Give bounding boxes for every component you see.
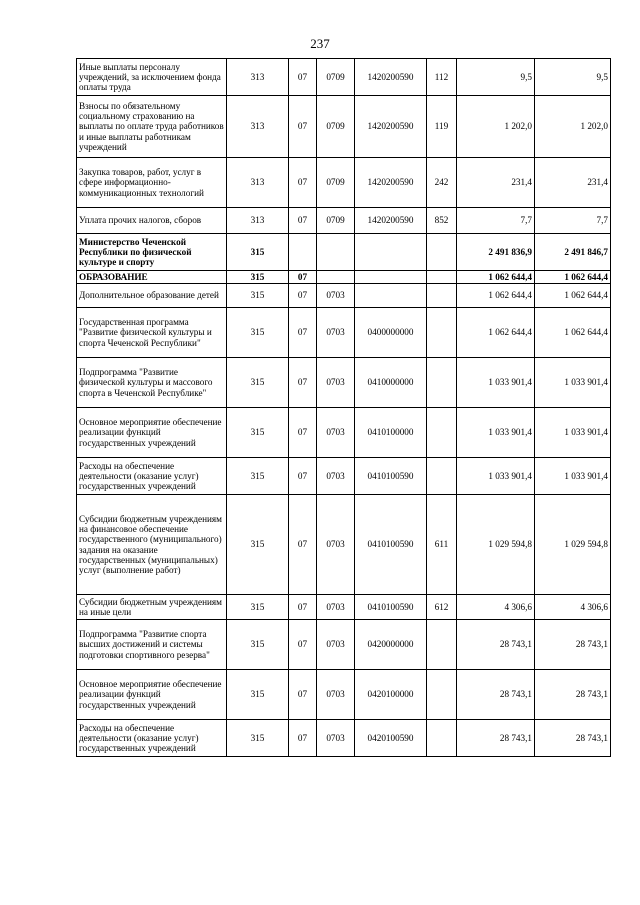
- section-code: 07: [289, 495, 317, 595]
- amount-2: 28 743,1: [535, 720, 611, 757]
- amount-1: 28 743,1: [457, 720, 535, 757]
- budget-table: [76, 58, 611, 757]
- amount-2: 1 033 901,4: [535, 358, 611, 408]
- row-name: Расходы на обеспечение деятельности (оказание услуг) государственных учреждений: [77, 720, 227, 757]
- section-code: 07: [289, 308, 317, 358]
- amount-2: 9,5: [535, 59, 611, 96]
- row-name: Взносы по обязательному социальному страхованию на выплаты по оплате труда работников и иные выплаты работникам учреждений: [77, 96, 227, 158]
- target-article: 0400000000: [355, 308, 427, 358]
- amount-2: 1 062 644,4: [535, 284, 611, 308]
- table-row: [77, 59, 611, 96]
- table-row: [77, 670, 611, 720]
- amount-2: 1 033 901,4: [535, 408, 611, 458]
- target-article: 0410100000: [355, 408, 427, 458]
- target-article: 1420200590: [355, 158, 427, 208]
- target-article: 0410000000: [355, 358, 427, 408]
- amount-1: 7,7: [457, 208, 535, 234]
- ministry-code: 315: [227, 234, 289, 271]
- expense-type: [427, 284, 457, 308]
- expense-type: [427, 620, 457, 670]
- ministry-code: 315: [227, 408, 289, 458]
- amount-2: 28 743,1: [535, 620, 611, 670]
- expense-type: [427, 670, 457, 720]
- section-code: 07: [289, 358, 317, 408]
- table-row: [77, 720, 611, 757]
- table-row: [77, 458, 611, 495]
- section-code: 07: [289, 458, 317, 495]
- amount-2: 2 491 846,7: [535, 234, 611, 271]
- expense-type: [427, 234, 457, 271]
- row-name: Иные выплаты персоналу учреждений, за исключением фонда оплаты труда: [77, 59, 227, 96]
- expense-type: 611: [427, 495, 457, 595]
- ministry-code: 315: [227, 271, 289, 284]
- row-name: Субсидии бюджетным учреждениям на финансовое обеспечение государственного (муниципального) задания на оказание государственных (муниципальных) услуг (выполнение работ): [77, 495, 227, 595]
- row-name: Субсидии бюджетным учреждениям на иные цели: [77, 595, 227, 620]
- amount-1: 28 743,1: [457, 620, 535, 670]
- amount-1: 1 033 901,4: [457, 408, 535, 458]
- row-name: Министерство Чеченской Республики по физической культуре и спорту: [77, 234, 227, 271]
- section-code: 07: [289, 271, 317, 284]
- row-name: Закупка товаров, работ, услуг в сфере информационно-коммуникационных технологий: [77, 158, 227, 208]
- ministry-code: 313: [227, 96, 289, 158]
- subsection-code: 0703: [317, 495, 355, 595]
- subsection-code: [317, 271, 355, 284]
- amount-2: 1 033 901,4: [535, 458, 611, 495]
- amount-1: 1 029 594,8: [457, 495, 535, 595]
- row-name: Подпрограмма "Развитие физической культуры и массового спорта в Чеченской Республике": [77, 358, 227, 408]
- table-row: [77, 620, 611, 670]
- table-row: [77, 96, 611, 158]
- ministry-code: 315: [227, 308, 289, 358]
- expense-type: 612: [427, 595, 457, 620]
- amount-2: 231,4: [535, 158, 611, 208]
- target-article: 1420200590: [355, 59, 427, 96]
- target-article: 0420000000: [355, 620, 427, 670]
- section-code: 07: [289, 208, 317, 234]
- section-code: 07: [289, 620, 317, 670]
- subsection-code: 0703: [317, 408, 355, 458]
- table-body: [77, 59, 611, 757]
- ministry-code: 315: [227, 670, 289, 720]
- amount-2: 1 062 644,4: [535, 271, 611, 284]
- subsection-code: 0703: [317, 720, 355, 757]
- ministry-code: 315: [227, 495, 289, 595]
- row-name: Государственная программа "Развитие физической культуры и спорта Чеченской Республики": [77, 308, 227, 358]
- target-article: [355, 284, 427, 308]
- expense-type: 112: [427, 59, 457, 96]
- subsection-code: 0703: [317, 620, 355, 670]
- expense-type: [427, 271, 457, 284]
- target-article: 0410100590: [355, 595, 427, 620]
- row-name: Уплата прочих налогов, сборов: [77, 208, 227, 234]
- expense-type: [427, 358, 457, 408]
- amount-1: 231,4: [457, 158, 535, 208]
- section-code: 07: [289, 284, 317, 308]
- ministry-code: 315: [227, 720, 289, 757]
- table-row: [77, 408, 611, 458]
- subsection-code: 0709: [317, 208, 355, 234]
- section-code: 07: [289, 96, 317, 158]
- table-row: [77, 284, 611, 308]
- table-row: [77, 208, 611, 234]
- amount-1: 9,5: [457, 59, 535, 96]
- ministry-code: 315: [227, 595, 289, 620]
- subsection-code: 0703: [317, 284, 355, 308]
- table-row: [77, 271, 611, 284]
- amount-1: 1 202,0: [457, 96, 535, 158]
- target-article: 0420100000: [355, 670, 427, 720]
- section-code: 07: [289, 408, 317, 458]
- amount-2: 1 202,0: [535, 96, 611, 158]
- target-article: 1420200590: [355, 96, 427, 158]
- expense-type: 119: [427, 96, 457, 158]
- target-article: [355, 271, 427, 284]
- section-code: 07: [289, 59, 317, 96]
- amount-2: 1 029 594,8: [535, 495, 611, 595]
- amount-2: 1 062 644,4: [535, 308, 611, 358]
- section-code: 07: [289, 595, 317, 620]
- subsection-code: 0709: [317, 96, 355, 158]
- section-code: 07: [289, 720, 317, 757]
- row-name: Основное мероприятие обеспечение реализации функций государственных учреждений: [77, 408, 227, 458]
- amount-2: 28 743,1: [535, 670, 611, 720]
- table-row: [77, 495, 611, 595]
- section-code: 07: [289, 158, 317, 208]
- ministry-code: 315: [227, 620, 289, 670]
- amount-2: 7,7: [535, 208, 611, 234]
- subsection-code: 0709: [317, 59, 355, 96]
- table-row: [77, 595, 611, 620]
- amount-1: 2 491 836,9: [457, 234, 535, 271]
- table-row: [77, 158, 611, 208]
- target-article: 0410100590: [355, 495, 427, 595]
- ministry-code: 315: [227, 284, 289, 308]
- subsection-code: 0703: [317, 358, 355, 408]
- ministry-code: 315: [227, 358, 289, 408]
- section-code: [289, 234, 317, 271]
- target-article: 0410100590: [355, 458, 427, 495]
- subsection-code: 0703: [317, 670, 355, 720]
- expense-type: 242: [427, 158, 457, 208]
- subsection-code: 0703: [317, 308, 355, 358]
- page-number: 237: [310, 36, 330, 51]
- expense-type: [427, 308, 457, 358]
- row-name: ОБРАЗОВАНИЕ: [77, 271, 227, 284]
- amount-1: 28 743,1: [457, 670, 535, 720]
- amount-2: 4 306,6: [535, 595, 611, 620]
- amount-1: 4 306,6: [457, 595, 535, 620]
- amount-1: 1 062 644,4: [457, 271, 535, 284]
- expense-type: [427, 408, 457, 458]
- expense-type: [427, 720, 457, 757]
- row-name: Основное мероприятие обеспечение реализации функций государственных учреждений: [77, 670, 227, 720]
- subsection-code: 0703: [317, 458, 355, 495]
- expense-type: [427, 458, 457, 495]
- target-article: 0420100590: [355, 720, 427, 757]
- amount-1: 1 062 644,4: [457, 284, 535, 308]
- subsection-code: 0703: [317, 595, 355, 620]
- table-row: [77, 234, 611, 271]
- row-name: Дополнительное образование детей: [77, 284, 227, 308]
- ministry-code: 313: [227, 208, 289, 234]
- amount-1: 1 062 644,4: [457, 308, 535, 358]
- ministry-code: 315: [227, 458, 289, 495]
- amount-1: 1 033 901,4: [457, 458, 535, 495]
- section-code: 07: [289, 670, 317, 720]
- amount-1: 1 033 901,4: [457, 358, 535, 408]
- ministry-code: 313: [227, 158, 289, 208]
- expense-type: 852: [427, 208, 457, 234]
- table-row: [77, 358, 611, 408]
- table-row: [77, 308, 611, 358]
- subsection-code: [317, 234, 355, 271]
- row-name: Расходы на обеспечение деятельности (оказание услуг) государственных учреждений: [77, 458, 227, 495]
- target-article: [355, 234, 427, 271]
- ministry-code: 313: [227, 59, 289, 96]
- row-name: Подпрограмма "Развитие спорта высших достижений и системы подготовки спортивного резерва": [77, 620, 227, 670]
- target-article: 1420200590: [355, 208, 427, 234]
- subsection-code: 0709: [317, 158, 355, 208]
